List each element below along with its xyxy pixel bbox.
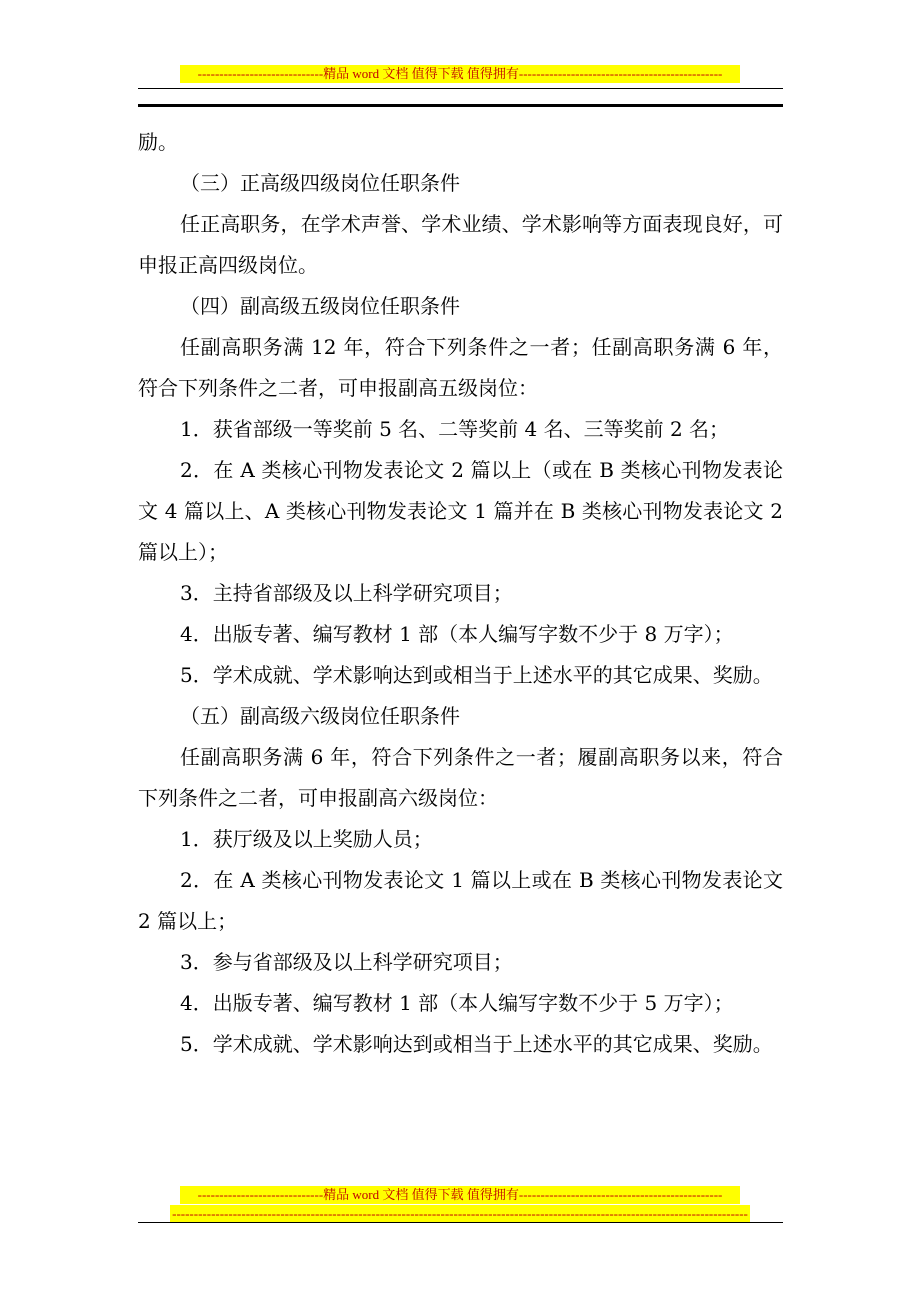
header-rule-thick [138,104,783,107]
list-item: 4．出版专著、编写教材 1 部（本人编写字数不少于 5 万字）； [180,991,734,1015]
header-banner: -----------------------------精品 word 文档 值得下载 值得拥有----------------------------------------------- [180,65,740,83]
section-heading-5: （五）副高级六级岗位任职条件 [180,704,460,728]
section-heading-4: （四）副高级五级岗位任职条件 [180,294,460,318]
paragraph: 任副高职务满 12 年，符合下列条件之一者；任副高职务满 6 年，符合下列条件之二者，可申报副高五级岗位： [138,335,783,400]
list-item: 1．获厅级及以上奖励人员； [180,827,433,851]
section-heading-3: （三）正高级四级岗位任职条件 [180,171,460,195]
list-item: 3．主持省部级及以上科学研究项目； [180,581,513,605]
list-item: 2．在 A 类核心刊物发表论文 1 篇以上或在 B 类核心刊物发表论文 2 篇以上； [138,868,783,933]
list-item: 1．获省部级一等奖前 5 名、二等奖前 4 名、三等奖前 2 名； [180,417,730,441]
footer-banner: -----------------------------精品 word 文档 值得下载 值得拥有----------------------------------------------- [180,1186,740,1204]
footer-rule [138,1222,783,1223]
list-item: 3．参与省部级及以上科学研究项目； [180,950,513,974]
list-item: 2．在 A 类核心刊物发表论文 2 篇以上（或在 B 类核心刊物发表论文 4 篇以上、A 类核心刊物发表论文 1 篇并在 B 类核心刊物发表论文 2 篇以上）； [138,458,783,564]
list-item: 5．学术成就、学术影响达到或相当于上述水平的其它成果、奖励。 [180,663,773,687]
document-body [138,122,783,1065]
footer-banner-dashes: ------------------------------------------------------------------------------------------------------------------------------------- [170,1205,750,1223]
paragraph: 任副高职务满 6 年，符合下列条件之一者；履副高职务以来，符合下列条件之二者，可申报副高六级岗位： [138,745,783,810]
paragraph: 任正高职务，在学术声誉、学术业绩、学术影响等方面表现良好，可申报正高四级岗位。 [138,212,783,277]
list-item: 5．学术成就、学术影响达到或相当于上述水平的其它成果、奖励。 [180,1032,773,1056]
header-rule-thin [138,88,783,89]
paragraph-continuation: 励。 [138,130,178,154]
list-item: 4．出版专著、编写教材 1 部（本人编写字数不少于 8 万字）； [180,622,734,646]
